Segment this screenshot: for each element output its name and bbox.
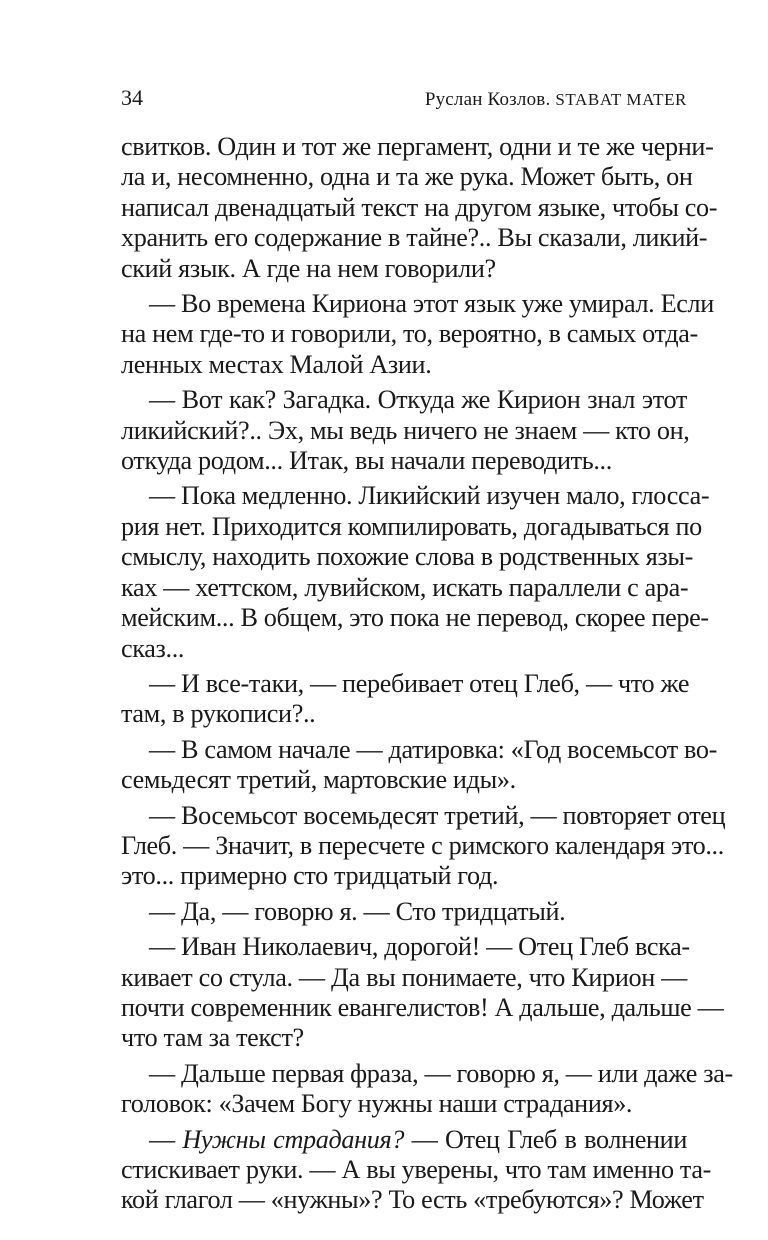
text-line: на нем где-то и говорили, то, вероятно, в самых отда- xyxy=(121,319,698,349)
line-rest: — Отец Глеб в волнении xyxy=(404,1124,687,1154)
text-line: — Во времена Кириона этот язык уже умирал. Если xyxy=(149,289,714,319)
paragraph xyxy=(121,1058,733,1120)
running-head xyxy=(121,84,687,126)
text-line: что там за текст? xyxy=(121,1023,304,1053)
paragraph xyxy=(121,289,714,380)
running-title xyxy=(425,86,687,114)
paragraph xyxy=(121,1124,711,1216)
text-line: кивает со стула. — Да вы понимаете, что Кирион — xyxy=(121,962,687,992)
paragraph xyxy=(121,800,726,892)
paragraph xyxy=(121,668,690,730)
text-line: — В самом начале — датировка: «Год восемьсот во- xyxy=(149,734,717,764)
text-line: написал двенадцатый текст на другом языке, чтобы со- xyxy=(121,192,718,222)
paragraph xyxy=(121,932,724,1054)
text-line: ский язык. А где на нем говорили? xyxy=(121,253,496,283)
text-line: кой глагол — «нужны»? То есть «требуются»? Может xyxy=(121,1185,704,1215)
paragraph xyxy=(121,481,710,663)
dash: — xyxy=(149,1124,183,1154)
paragraph xyxy=(121,385,690,476)
text-line: рия нет. Приходится компилировать, догадываться по xyxy=(121,511,702,541)
italic-phrase: Нужны страдания? xyxy=(182,1124,405,1154)
text-line: ликийский?.. Эх, мы ведь ничего не знаем — кто он, xyxy=(121,415,690,445)
text-line: — И все-таки, — перебивает отец Глеб, — что же xyxy=(149,668,690,698)
paragraph xyxy=(121,132,718,284)
text-line: семьдесят третий, мартовские иды». xyxy=(121,765,516,795)
text-line: головок: «Зачем Богу нужны наши страдания». xyxy=(121,1089,633,1119)
text-line: сказ... xyxy=(121,633,185,663)
text-line: — Да, — говорю я. — Сто тридцатый. xyxy=(149,896,566,926)
text-line: это... примерно сто тридцатый год. xyxy=(121,861,499,891)
text-line: смыслу, находить похожие слова в родственных язы- xyxy=(121,542,694,572)
text-line: почти современник евангелистов! А дальше, дальше — xyxy=(121,992,724,1022)
paragraph xyxy=(121,734,717,796)
text-line: ках — хеттском, лувийском, искать параллели с ара- xyxy=(121,572,689,602)
text-line: ла и, несомненно, одна и та же рука. Может быть, он xyxy=(121,162,693,192)
text-line: — Дальше первая фраза, — говорю я, — или даже за- xyxy=(149,1058,733,1088)
paragraph xyxy=(121,897,687,927)
text-line: свитков. Один и тот же пергамент, одни и те же черни- xyxy=(121,132,714,161)
page-number: 34 xyxy=(121,85,143,110)
text-line: — Иван Николаевич, дорогой! — Отец Глеб вска- xyxy=(149,932,690,962)
text-line: — Пока медленно. Ликийский изучен мало, глосса- xyxy=(149,481,710,511)
text-line: — Вот как? Загадка. Откуда же Кирион знал этот xyxy=(149,385,687,415)
text-line: Глеб. — Значит, в пересчете с римского календаря это... xyxy=(121,830,724,860)
body-text xyxy=(121,132,733,1216)
text-line: стискивает руки. — А вы уверены, что там именно та- xyxy=(121,1155,711,1184)
author-name: Руслан Козлов. xyxy=(424,89,551,110)
text-line xyxy=(121,1125,687,1155)
text-line: мейским... В общем, это пока не перевод, скорее пере- xyxy=(121,603,709,633)
book-title: STABAT MATER xyxy=(555,90,687,109)
book-page xyxy=(121,84,733,1216)
text-line: там, в рукописи?.. xyxy=(121,699,316,729)
text-line: — Восемьсот восемьдесят третий, — повторяет отец xyxy=(149,800,726,830)
text-line: ленных местах Малой Азии. xyxy=(121,349,432,379)
text-line: хранить его содержание в тайне?.. Вы сказали, ликий- xyxy=(121,223,708,253)
text-line: откуда родом... Итак, вы начали переводить... xyxy=(121,446,612,476)
